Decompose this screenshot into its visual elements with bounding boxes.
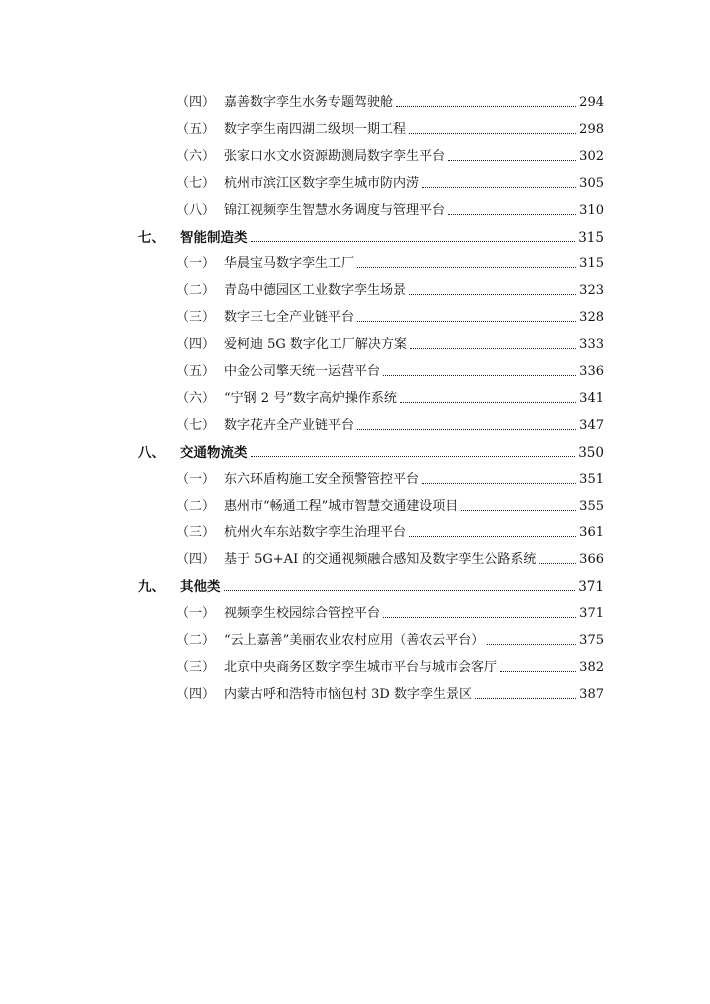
- toc-dot-leader: [461, 510, 576, 511]
- toc-dot-leader: [409, 294, 576, 295]
- toc-entry-title: 杭州火车东站数字孪生治理平台: [224, 525, 407, 541]
- toc-entry-page-number: 336: [579, 364, 604, 379]
- toc-entry-number: （三）: [176, 659, 216, 675]
- toc-entry-title: 爱柯迪 5G 数字化工厂解决方案: [224, 337, 407, 353]
- toc-item-entry[interactable]: [176, 495, 604, 515]
- toc-entry-page-number: 371: [578, 579, 604, 596]
- toc-entry-number: 八、: [138, 444, 165, 461]
- toc-entry-number: 七、: [138, 229, 165, 246]
- toc-dot-leader: [357, 267, 576, 268]
- toc-dot-leader: [500, 671, 576, 672]
- toc-entry-page-number: 387: [579, 686, 604, 702]
- toc-entry-number: （六）: [176, 148, 216, 164]
- toc-entry-number: （四）: [176, 552, 216, 568]
- toc-entry-page-number: 341: [579, 390, 604, 406]
- toc-entry-page-number: 333: [579, 337, 604, 353]
- toc-dot-leader: [357, 321, 576, 322]
- toc-entry-title: 张家口水文水资源勘测局数字孪生平台: [224, 148, 446, 164]
- toc-item-entry[interactable]: [176, 602, 604, 622]
- toc-entry-page-number: 361: [579, 525, 604, 541]
- toc-item-entry[interactable]: [176, 360, 604, 380]
- toc-entry-title: 东六环盾构施工安全预警管控平台: [224, 471, 420, 487]
- toc-item-entry[interactable]: [176, 145, 604, 165]
- toc-entry-title: 华晨宝马数字孪生工厂: [224, 256, 355, 272]
- toc-entry-title: 基于 5G+AI 的交通视频融合感知及数字孪生公路系统: [224, 552, 537, 568]
- toc-dot-leader: [422, 187, 576, 188]
- toc-entry-number: （四）: [176, 337, 216, 353]
- toc-entry-page-number: 355: [579, 498, 604, 514]
- toc-item-entry[interactable]: [176, 172, 604, 192]
- toc-entry-number: （一）: [176, 471, 216, 487]
- toc-dot-leader: [487, 644, 576, 645]
- toc-entry-number: （六）: [176, 390, 216, 406]
- toc-item-entry[interactable]: [176, 521, 604, 541]
- toc-dot-leader: [400, 402, 576, 403]
- toc-dot-leader: [357, 429, 576, 430]
- toc-item-entry[interactable]: [176, 199, 604, 219]
- toc-entry-page-number: 375: [579, 633, 604, 648]
- toc-item-entry[interactable]: [176, 252, 604, 272]
- toc-entry-number: （三）: [176, 310, 216, 326]
- toc-entry-page-number: 382: [579, 659, 604, 675]
- toc-item-entry[interactable]: [176, 333, 604, 353]
- toc-entry-number: （五）: [176, 364, 216, 379]
- toc-entry-number: （七）: [176, 175, 216, 191]
- toc-dot-leader: [383, 375, 576, 376]
- toc-entry-number: （三）: [176, 525, 216, 541]
- toc-dot-leader: [251, 456, 576, 457]
- toc-section-entry[interactable]: [138, 226, 604, 246]
- toc-entry-page-number: 294: [579, 95, 604, 110]
- toc-item-entry[interactable]: [176, 279, 604, 299]
- toc-entry-page-number: 315: [579, 256, 604, 272]
- toc-dot-leader: [409, 536, 576, 537]
- toc-entry-number: （一）: [176, 256, 216, 272]
- toc-entry-title: 北京中央商务区数字孪生城市平台与城市会客厅: [224, 659, 498, 675]
- toc-entry-number: 九、: [138, 579, 165, 596]
- toc-entry-number: （七）: [176, 417, 216, 433]
- toc-item-entry[interactable]: [176, 118, 604, 138]
- toc-dot-leader: [409, 133, 576, 134]
- toc-entry-number: （四）: [176, 686, 216, 702]
- toc-entry-title: 中金公司擎天统一运营平台: [224, 364, 381, 379]
- toc-item-entry[interactable]: [176, 548, 604, 568]
- toc-entry-number: （二）: [176, 498, 216, 514]
- toc-dot-leader: [396, 106, 576, 107]
- toc-entry-title: 视频孪生校园综合管控平台: [224, 606, 381, 622]
- toc-dot-leader: [224, 590, 576, 591]
- toc-entry-page-number: 371: [579, 606, 604, 622]
- toc-dot-leader: [448, 214, 576, 215]
- toc-dot-leader: [539, 563, 576, 564]
- toc-entry-title: 锦江视频孪生智慧水务调度与管理平台: [224, 202, 446, 218]
- toc-item-entry[interactable]: [176, 91, 604, 111]
- toc-entry-page-number: 351: [579, 471, 604, 487]
- toc-entry-title: 内蒙古呼和浩特市恼包村 3D 数字孪生景区: [224, 686, 472, 702]
- toc-entry-title: 数字孪生南四湖二级坝一期工程: [224, 121, 407, 137]
- toc-entry-title: 惠州市“畅通工程”城市智慧交通建设项目: [224, 498, 459, 514]
- toc-entry-title: 其他类: [180, 579, 221, 596]
- toc-item-entry[interactable]: [176, 414, 604, 434]
- toc-entry-title: 智能制造类: [180, 229, 248, 246]
- toc-dot-leader: [448, 160, 576, 161]
- toc-entry-number: （二）: [176, 633, 216, 648]
- toc-item-entry[interactable]: [176, 656, 604, 676]
- toc-entry-page-number: 315: [578, 229, 604, 246]
- toc-dot-leader: [410, 348, 576, 349]
- toc-entry-number: （一）: [176, 606, 216, 622]
- toc-entry-number: （四）: [176, 95, 216, 110]
- toc-item-entry[interactable]: [176, 306, 604, 326]
- toc-section-entry[interactable]: [138, 575, 604, 595]
- toc-entry-page-number: 302: [579, 148, 604, 164]
- toc-dot-leader: [422, 483, 576, 484]
- toc-entry-number: （八）: [176, 202, 216, 218]
- toc-entry-page-number: 347: [579, 417, 604, 433]
- toc-entry-page-number: 350: [578, 444, 604, 461]
- toc-entry-title: 青岛中德园区工业数字孪生场景: [224, 283, 407, 299]
- toc-dot-leader: [251, 241, 576, 242]
- toc-dot-leader: [475, 698, 576, 699]
- toc-entry-title: 数字花卉全产业链平台: [224, 417, 355, 433]
- toc-entry-title: 交通物流类: [180, 444, 248, 461]
- toc-entry-number: （五）: [176, 121, 216, 137]
- toc-entry-page-number: 366: [579, 552, 604, 568]
- toc-entry-title: “云上嘉善”美丽农业农村应用（善农云平台）: [224, 633, 485, 648]
- toc-item-entry[interactable]: [176, 468, 604, 488]
- toc-entry-page-number: 305: [579, 175, 604, 191]
- toc-entry-number: （二）: [176, 283, 216, 299]
- toc-dot-leader: [383, 617, 576, 618]
- toc-item-entry[interactable]: [176, 629, 604, 649]
- toc-section-entry[interactable]: [138, 441, 604, 461]
- toc-item-entry[interactable]: [176, 683, 604, 703]
- toc-entry-page-number: 298: [579, 121, 604, 137]
- toc-entry-title: 杭州市滨江区数字孪生城市防内涝: [224, 175, 420, 191]
- toc-entry-page-number: 323: [579, 283, 604, 299]
- toc-entry-page-number: 310: [579, 202, 604, 218]
- toc-entry-title: 嘉善数字孪生水务专题驾驶舱: [224, 95, 394, 110]
- toc-entry-page-number: 328: [579, 310, 604, 326]
- toc-entry-title: “宁钢 2 号”数字高炉操作系统: [224, 390, 397, 406]
- toc-entry-title: 数字三七全产业链平台: [224, 310, 355, 326]
- toc-item-entry[interactable]: [176, 387, 604, 407]
